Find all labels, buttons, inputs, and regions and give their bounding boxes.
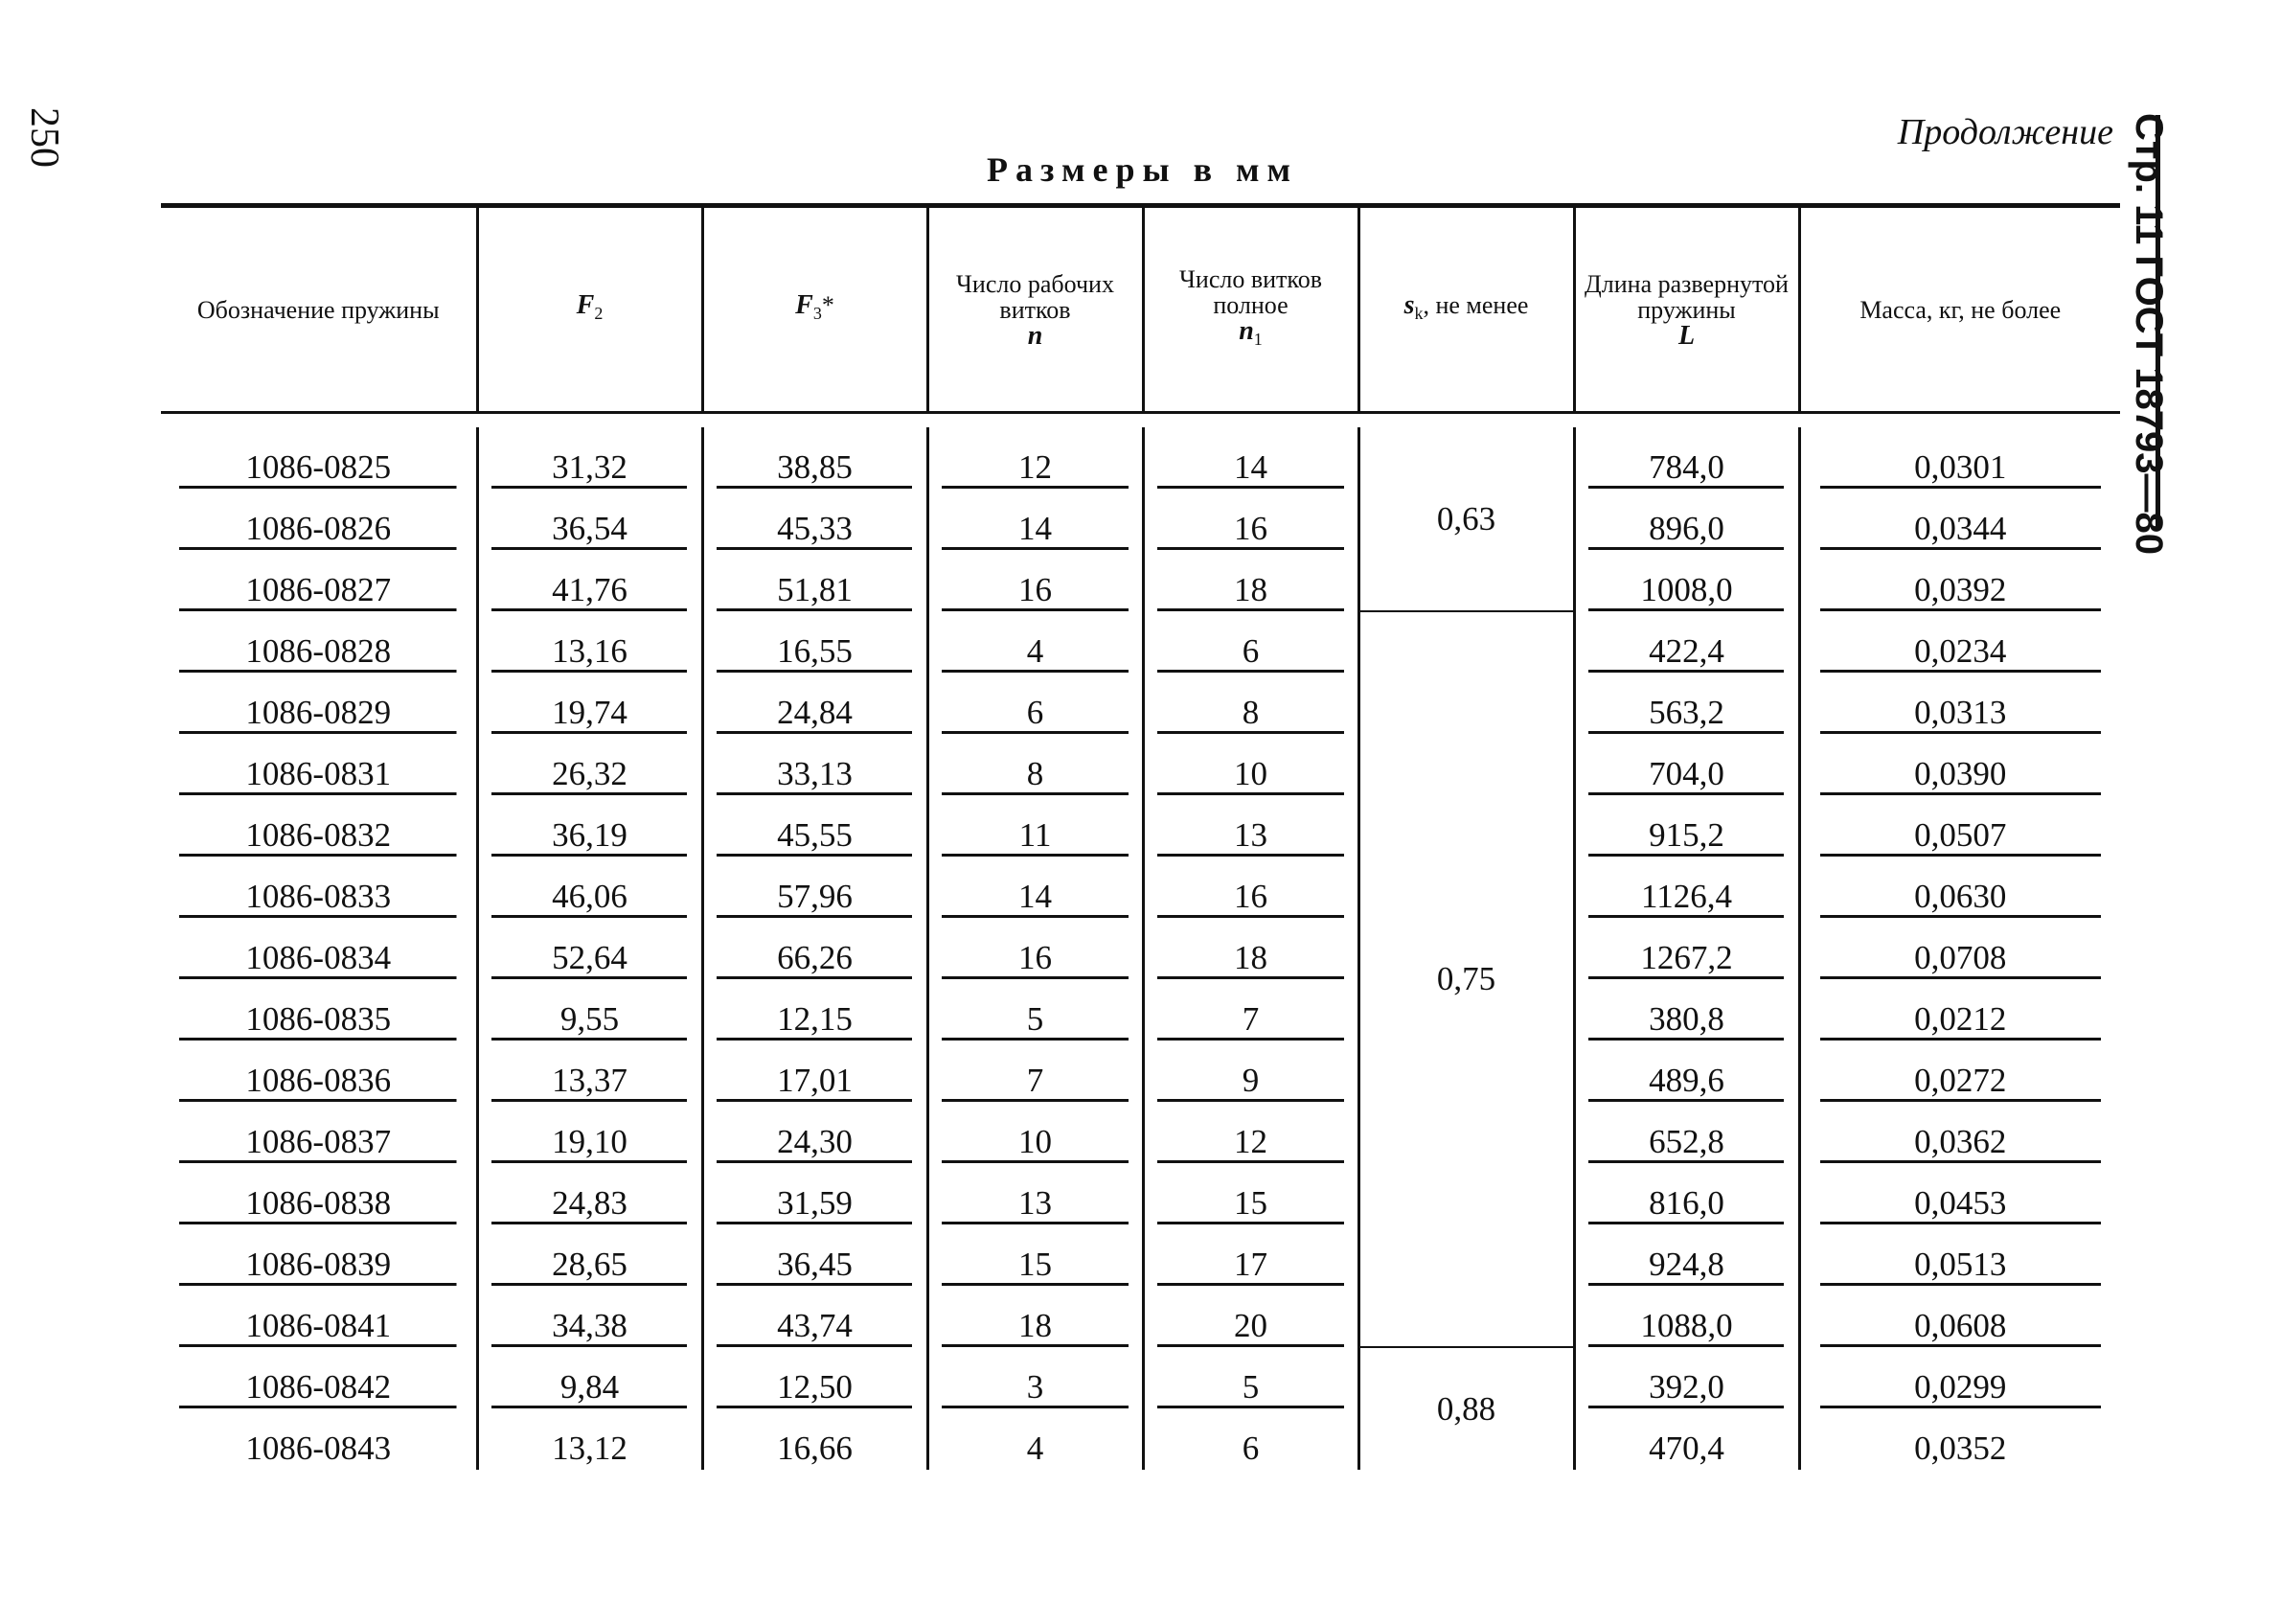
cell-f2: 26,32	[477, 734, 702, 795]
cell-n: 14	[927, 489, 1143, 550]
table-row	[161, 979, 2120, 1041]
cell-n: 7	[927, 1041, 1143, 1102]
cell-n1: 16	[1143, 857, 1358, 918]
table-row	[161, 1408, 2120, 1470]
cell-n1: 18	[1143, 550, 1358, 611]
spring-table	[161, 203, 2120, 1470]
cell-sk-group: 0,75	[1358, 611, 1574, 1347]
cell-mass: 0,0272	[1799, 1041, 2120, 1102]
cell-designation: 1086-0838	[161, 1163, 477, 1224]
table-row	[161, 795, 2120, 857]
table-row	[161, 427, 2120, 489]
cell-n1: 15	[1143, 1163, 1358, 1224]
cell-f3: 31,59	[702, 1163, 927, 1224]
cell-l: 392,0	[1574, 1347, 1799, 1408]
cell-f3: 45,33	[702, 489, 927, 550]
cell-mass: 0,0313	[1799, 673, 2120, 734]
cell-f2: 34,38	[477, 1286, 702, 1347]
cell-f3: 45,55	[702, 795, 927, 857]
cell-mass: 0,0513	[1799, 1224, 2120, 1286]
cell-f3: 43,74	[702, 1286, 927, 1347]
table-row	[161, 550, 2120, 611]
cell-l: 816,0	[1574, 1163, 1799, 1224]
cell-n: 3	[927, 1347, 1143, 1408]
cell-f3: 57,96	[702, 857, 927, 918]
cell-n: 8	[927, 734, 1143, 795]
table-row	[161, 1286, 2120, 1347]
cell-l: 1088,0	[1574, 1286, 1799, 1347]
cell-f2: 28,65	[477, 1224, 702, 1286]
cell-l: 704,0	[1574, 734, 1799, 795]
cell-f2: 36,54	[477, 489, 702, 550]
cell-designation: 1086-0833	[161, 857, 477, 918]
cell-n: 16	[927, 918, 1143, 979]
header-working-coils: Число рабочих витков n	[927, 206, 1143, 413]
cell-f3: 12,50	[702, 1347, 927, 1408]
cell-mass: 0,0362	[1799, 1102, 2120, 1163]
table-row	[161, 489, 2120, 550]
cell-f3: 36,45	[702, 1224, 927, 1286]
cell-l: 489,6	[1574, 1041, 1799, 1102]
continuation-label: Продолжение	[1897, 112, 2113, 152]
cell-designation: 1086-0825	[161, 427, 477, 489]
cell-f2: 13,12	[477, 1408, 702, 1470]
cell-n1: 13	[1143, 795, 1358, 857]
header-designation: Обозначение пружины	[161, 206, 477, 413]
cell-n1: 17	[1143, 1224, 1358, 1286]
cell-l: 652,8	[1574, 1102, 1799, 1163]
cell-n1: 7	[1143, 979, 1358, 1041]
header-f2: $F_2$	[477, 206, 702, 413]
cell-mass: 0,0299	[1799, 1347, 2120, 1408]
cell-n: 16	[927, 550, 1143, 611]
side-header: Стр. 11 ГОСТ 18793—80	[2128, 113, 2170, 555]
cell-f3: 24,84	[702, 673, 927, 734]
cell-l: 380,8	[1574, 979, 1799, 1041]
table-row	[161, 1102, 2120, 1163]
cell-f2: 41,76	[477, 550, 702, 611]
cell-f3: 24,30	[702, 1102, 927, 1163]
cell-mass: 0,0708	[1799, 918, 2120, 979]
cell-designation: 1086-0837	[161, 1102, 477, 1163]
cell-mass: 0,0212	[1799, 979, 2120, 1041]
cell-f2: 19,74	[477, 673, 702, 734]
cell-l: 1008,0	[1574, 550, 1799, 611]
table-row	[161, 857, 2120, 918]
cell-designation: 1086-0828	[161, 611, 477, 673]
cell-f3: 38,85	[702, 427, 927, 489]
cell-n: 13	[927, 1163, 1143, 1224]
cell-n1: 6	[1143, 611, 1358, 673]
cell-designation: 1086-0826	[161, 489, 477, 550]
table-row	[161, 1224, 2120, 1286]
cell-mass: 0,0390	[1799, 734, 2120, 795]
table-header	[161, 206, 2120, 413]
cell-mass: 0,0608	[1799, 1286, 2120, 1347]
cell-f3: 16,55	[702, 611, 927, 673]
cell-designation: 1086-0834	[161, 918, 477, 979]
cell-l: 924,8	[1574, 1224, 1799, 1286]
cell-mass: 0,0234	[1799, 611, 2120, 673]
cell-n1: 14	[1143, 427, 1358, 489]
cell-sk-group: 0,63	[1358, 427, 1574, 611]
cell-f2: 24,83	[477, 1163, 702, 1224]
page-number: 250	[22, 107, 66, 168]
cell-n: 12	[927, 427, 1143, 489]
cell-designation: 1086-0835	[161, 979, 477, 1041]
cell-mass: 0,0630	[1799, 857, 2120, 918]
cell-f2: 19,10	[477, 1102, 702, 1163]
cell-designation: 1086-0843	[245, 1430, 392, 1467]
cell-n: 10	[927, 1102, 1143, 1163]
cell-n: 15	[927, 1224, 1143, 1286]
table-row	[161, 918, 2120, 979]
cell-designation: 1086-0829	[161, 673, 477, 734]
cell-f2: 13,16	[477, 611, 702, 673]
cell-f3: 17,01	[702, 1041, 927, 1102]
table-row	[161, 734, 2120, 795]
cell-n1: 8	[1143, 673, 1358, 734]
cell-f3: 51,81	[702, 550, 927, 611]
cell-n: 18	[927, 1286, 1143, 1347]
cell-designation: 1086-0842	[161, 1347, 477, 1408]
cell-mass: 0,0301	[1799, 427, 2120, 489]
header-sk: $s_k$, не менее	[1358, 206, 1574, 413]
table-row	[161, 1347, 2120, 1408]
cell-designation: 1086-0831	[161, 734, 477, 795]
cell-n: 5	[927, 979, 1143, 1041]
cell-mass: 0,0352	[1799, 1408, 2120, 1470]
cell-f2: 13,37	[477, 1041, 702, 1102]
cell-l: 563,2	[1574, 673, 1799, 734]
cell-l: 1126,4	[1574, 857, 1799, 918]
table-row	[161, 611, 2120, 673]
cell-l: 470,4	[1574, 1408, 1799, 1470]
cell-f2: 36,19	[477, 795, 702, 857]
cell-designation: 1086-0841	[161, 1286, 477, 1347]
cell-designation: 1086-0832	[161, 795, 477, 857]
cell-n1: 12	[1143, 1102, 1358, 1163]
cell-l: 1267,2	[1574, 918, 1799, 979]
cell-designation: 1086-0836	[161, 1041, 477, 1102]
cell-sk-group: 0,88	[1358, 1347, 1574, 1470]
cell-l: 784,0	[1574, 427, 1799, 489]
cell-l: 422,4	[1574, 611, 1799, 673]
table-row	[161, 1163, 2120, 1224]
table-row	[161, 1041, 2120, 1102]
cell-n: 14	[927, 857, 1143, 918]
cell-f2: 52,64	[477, 918, 702, 979]
header-length: Длина развернутой пружины L	[1574, 206, 1799, 413]
cell-f3: 16,66	[702, 1408, 927, 1470]
cell-f2: 46,06	[477, 857, 702, 918]
cell-f3: 12,15	[702, 979, 927, 1041]
header-total-coils: Число витков полное $n_1$	[1143, 206, 1358, 413]
cell-n1: 18	[1143, 918, 1358, 979]
cell-n1: 20	[1143, 1286, 1358, 1347]
dimensions-caption: Размеры в мм	[987, 150, 1299, 189]
cell-n: 11	[927, 795, 1143, 857]
cell-mass: 0,0344	[1799, 489, 2120, 550]
cell-n: 4	[927, 611, 1143, 673]
cell-n1: 5	[1143, 1347, 1358, 1408]
cell-l: 915,2	[1574, 795, 1799, 857]
cell-n1: 10	[1143, 734, 1358, 795]
cell-n1: 6	[1143, 1408, 1358, 1470]
cell-f3: 33,13	[702, 734, 927, 795]
header-mass: Масса, кг, не более	[1799, 206, 2120, 413]
table-row	[161, 673, 2120, 734]
cell-n: 4	[927, 1408, 1143, 1470]
header-f3: $F_3*$	[702, 206, 927, 413]
cell-f2: 9,84	[477, 1347, 702, 1408]
cell-mass: 0,0507	[1799, 795, 2120, 857]
cell-designation: 1086-0839	[161, 1224, 477, 1286]
cell-l: 896,0	[1574, 489, 1799, 550]
cell-f2: 31,32	[477, 427, 702, 489]
cell-f3: 66,26	[702, 918, 927, 979]
cell-n1: 9	[1143, 1041, 1358, 1102]
cell-f2: 9,55	[477, 979, 702, 1041]
cell-n1: 16	[1143, 489, 1358, 550]
cell-mass: 0,0392	[1799, 550, 2120, 611]
cell-mass: 0,0453	[1799, 1163, 2120, 1224]
cell-n: 6	[927, 673, 1143, 734]
cell-designation: 1086-0827	[161, 550, 477, 611]
